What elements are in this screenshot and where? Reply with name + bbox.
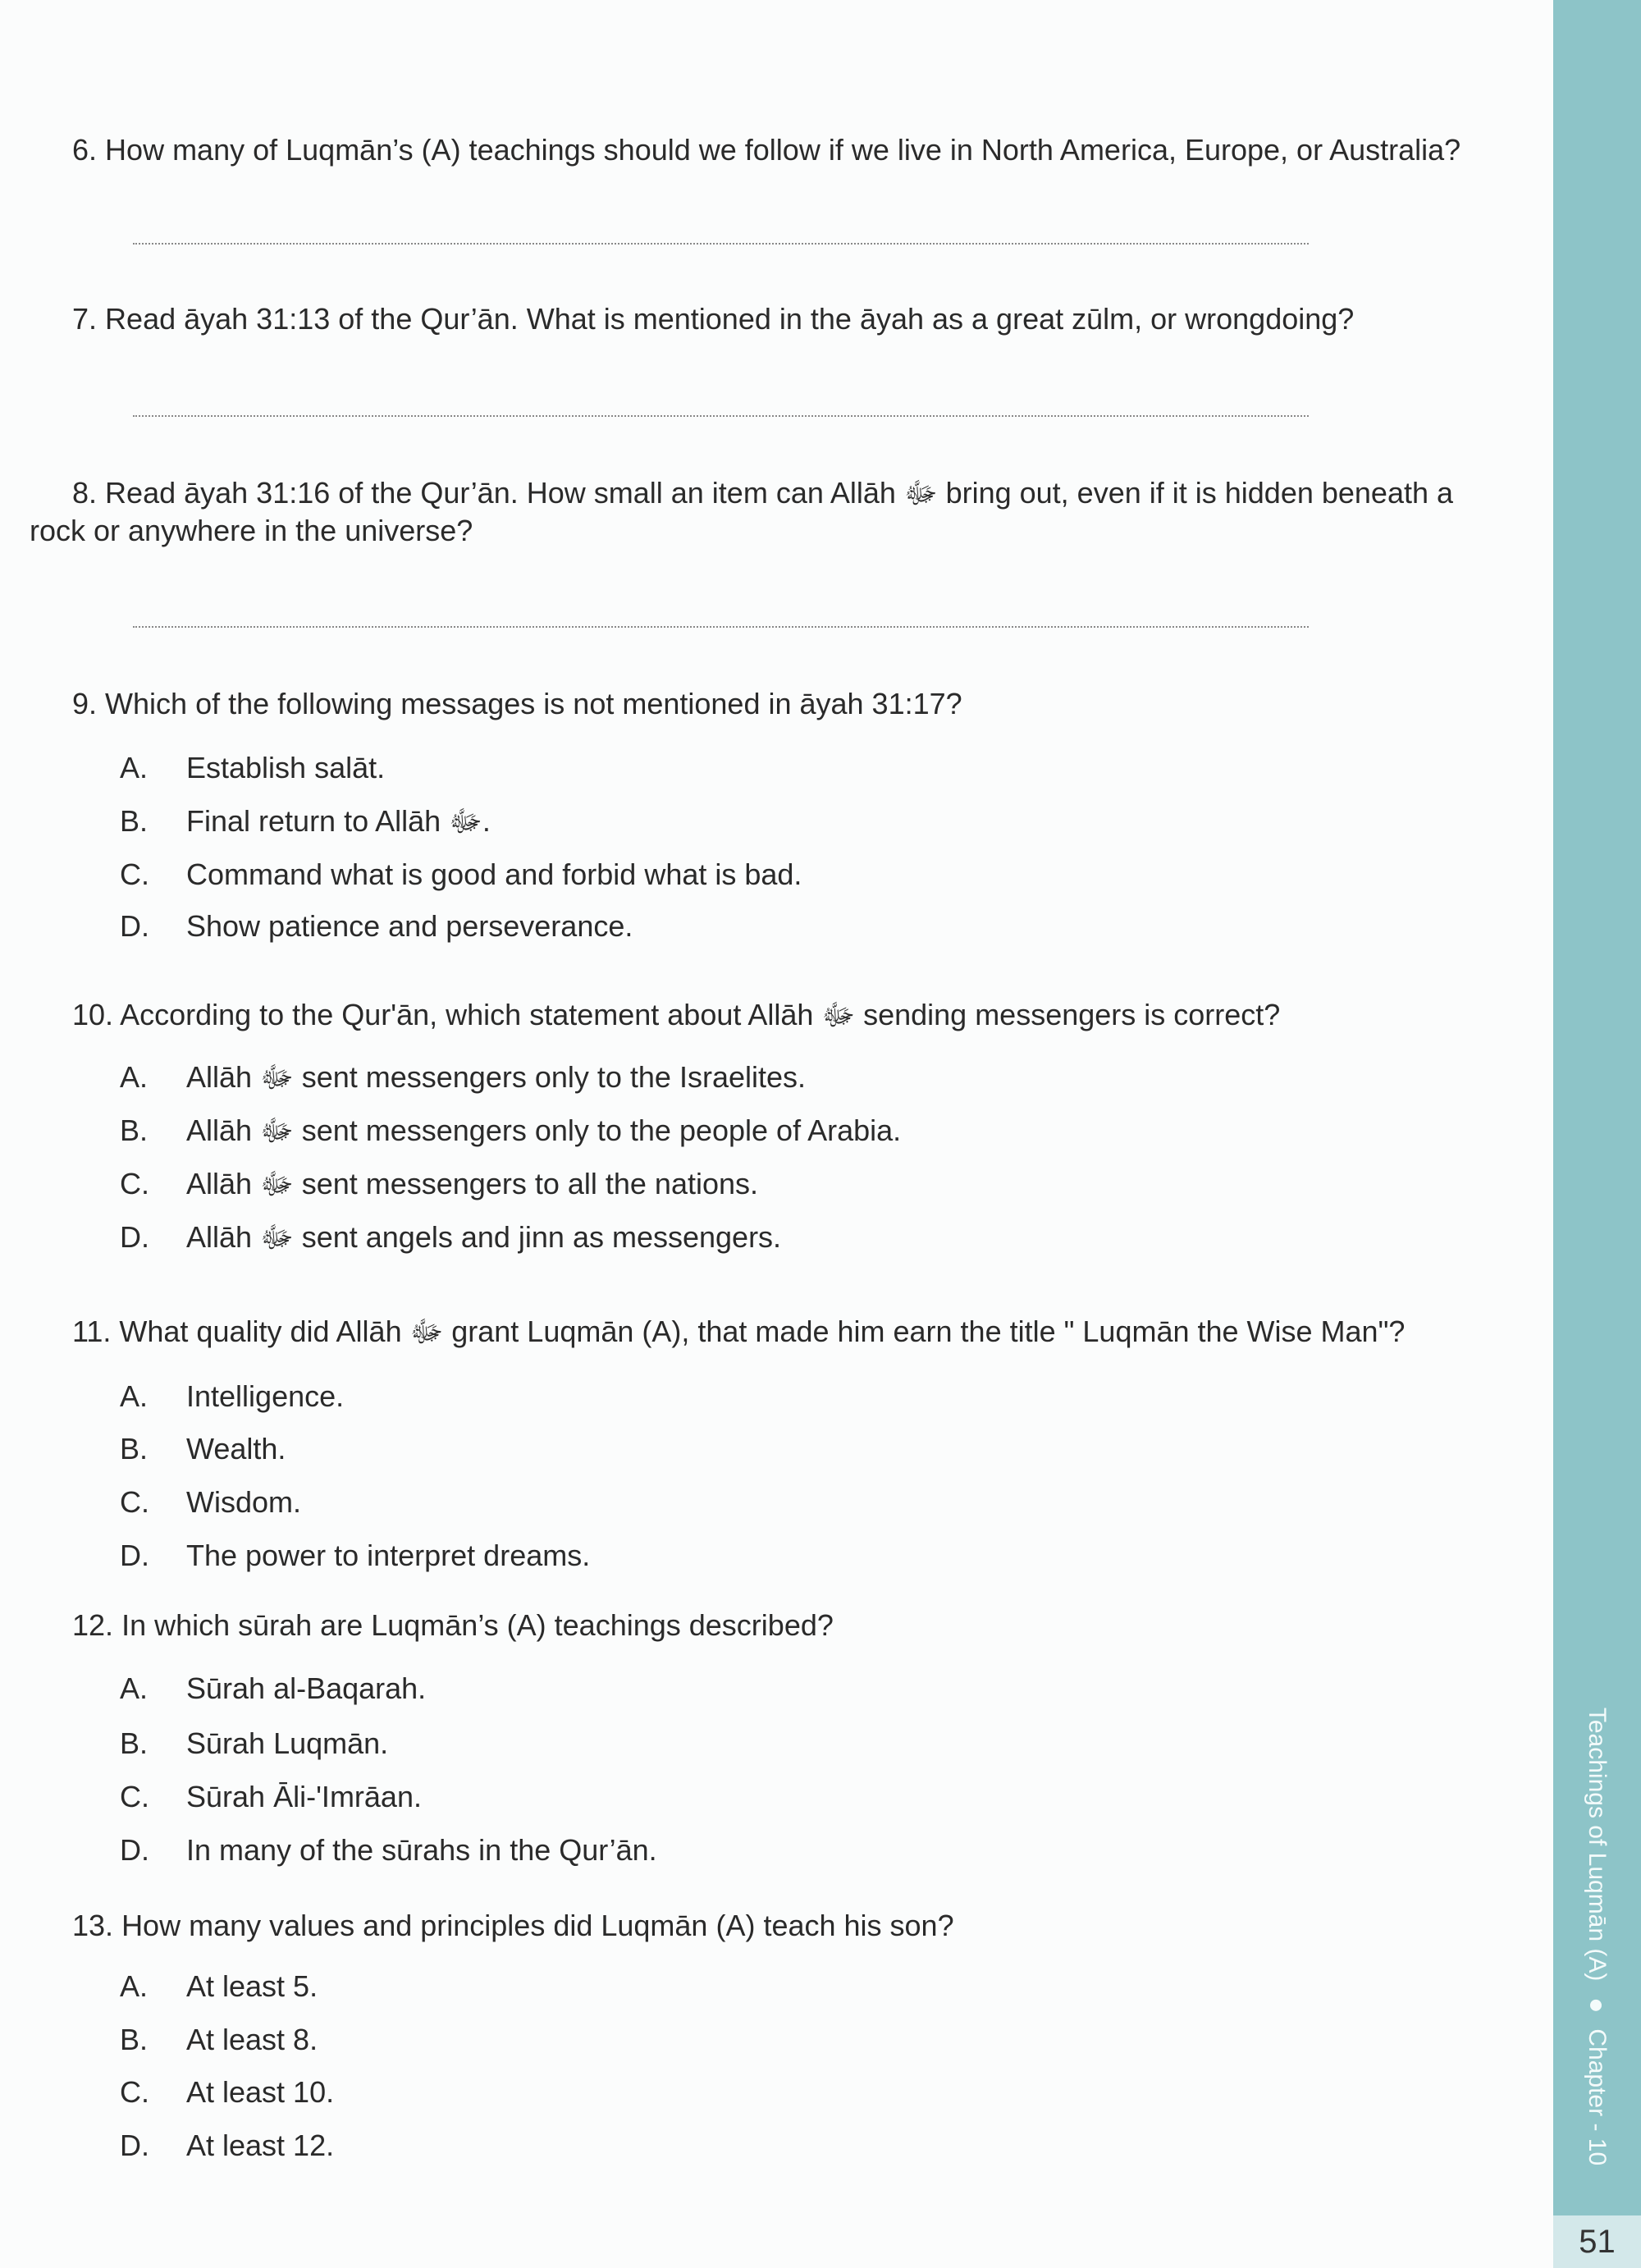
question-text: Which of the following messages is not mentioned in āyah 31:17? — [105, 687, 962, 720]
option-text: Sūrah al-Baqarah. — [186, 1671, 427, 1705]
question-8-continued: rock or anywhere in the universe? — [30, 514, 473, 547]
question-7 — [72, 301, 1533, 337]
option-text: The power to interpret dreams. — [186, 1539, 591, 1572]
answer-option[interactable] — [120, 1779, 422, 1815]
option-letter: D. — [120, 1833, 149, 1867]
answer-line[interactable] — [133, 243, 1309, 245]
answer-option[interactable] — [120, 908, 633, 944]
option-text: Sūrah Luqmān. — [186, 1726, 389, 1760]
answer-option[interactable] — [120, 1219, 781, 1255]
question-number: 13. — [72, 1909, 114, 1942]
option-letter: B. — [120, 1432, 149, 1466]
option-text: Command what is good and forbid what is bad. — [186, 857, 802, 891]
question-text: In which sūrah are Luqmān’s (A) teachings described? — [121, 1608, 834, 1642]
question-9 — [72, 686, 1533, 722]
question-text: Read āyah 31:13 of the Qur’ān. What is mentioned in the āyah as a great zūlm, or wrongdoing? — [105, 302, 1355, 336]
page-number: 51 — [1553, 2215, 1641, 2268]
option-text: Wisdom. — [186, 1485, 302, 1519]
option-text: At least 12. — [186, 2129, 335, 2162]
question-10 — [72, 997, 1533, 1033]
option-letter: D. — [120, 909, 149, 943]
answer-option[interactable] — [120, 1431, 286, 1467]
question-text: According to the Qur'ān, which statement about Allāh ﷻ sending messengers is correct? — [120, 998, 1281, 1031]
option-letter: C. — [120, 1485, 149, 1519]
option-letter: C. — [120, 1167, 149, 1200]
question-8 — [72, 475, 1533, 511]
option-letter: B. — [120, 1113, 149, 1147]
answer-option[interactable] — [120, 1968, 318, 2005]
answer-option[interactable] — [120, 803, 491, 839]
option-text: Allāh ﷻ sent angels and jinn as messengers. — [186, 1220, 782, 1254]
question-text: Read āyah 31:16 of the Qur’ān. How small an item can Allāh ﷻ bring out, even if it is hidden beneath a — [105, 476, 1454, 510]
answer-option[interactable] — [120, 1832, 657, 1868]
option-letter: C. — [120, 2075, 149, 2109]
question-number: 12. — [72, 1608, 114, 1642]
option-text: In many of the sūrahs in the Qur’ān. — [186, 1833, 657, 1867]
answer-option[interactable] — [120, 1671, 426, 1707]
question-13 — [72, 1908, 1533, 1944]
option-text: Final return to Allāh ﷻ. — [186, 804, 491, 838]
option-letter: D. — [120, 2129, 149, 2162]
answer-option[interactable] — [120, 1379, 344, 1415]
option-text: Show patience and perseverance. — [186, 909, 633, 943]
question-number: 11. — [72, 1315, 112, 1348]
question-number: 8. — [72, 476, 98, 510]
option-text: Intelligence. — [186, 1379, 345, 1413]
option-letter: C. — [120, 857, 149, 891]
answer-line[interactable] — [133, 415, 1309, 417]
option-letter: A. — [120, 1060, 149, 1094]
question-6 — [72, 132, 1533, 168]
question-number: 10. — [72, 998, 114, 1031]
answer-option[interactable] — [120, 2074, 334, 2110]
answer-option[interactable] — [120, 1484, 301, 1520]
question-12 — [72, 1607, 1533, 1644]
option-text: Wealth. — [186, 1432, 286, 1466]
question-text: How many of Luqmān’s (A) teachings should we follow if we live in North America, Europe, or Australia? — [105, 133, 1461, 167]
option-text: Allāh ﷻ sent messengers only to the Israelites. — [186, 1060, 807, 1094]
option-letter: A. — [120, 751, 149, 784]
option-text: Establish salāt. — [186, 751, 386, 784]
answer-line[interactable] — [133, 626, 1309, 628]
chapter-label — [1583, 1708, 1611, 2165]
answer-option[interactable] — [120, 1726, 388, 1762]
option-letter: A. — [120, 1379, 149, 1413]
option-letter: C. — [120, 1780, 149, 1813]
answer-option[interactable] — [120, 1113, 901, 1149]
option-letter: D. — [120, 1539, 149, 1572]
option-letter: D. — [120, 1220, 149, 1254]
question-text: What quality did Allāh ﷻ grant Luqmān (A), that made him earn the title " Luqmān the Wise Man"? — [119, 1315, 1406, 1348]
answer-option[interactable] — [120, 1059, 806, 1095]
option-letter: B. — [120, 2023, 149, 2056]
question-11 — [72, 1314, 1533, 1350]
question-text: How many values and principles did Luqmān (A) teach his son? — [121, 1909, 954, 1942]
chapter-title: Teachings of Luqmān (A) — [1584, 1707, 1611, 1982]
answer-option[interactable] — [120, 2128, 334, 2164]
answer-option[interactable] — [120, 857, 802, 893]
question-number: 6. — [72, 133, 98, 167]
option-text: Allāh ﷻ sent messengers only to the people of Arabia. — [186, 1113, 902, 1147]
answer-option[interactable] — [120, 1538, 590, 1574]
option-text: At least 5. — [186, 1969, 318, 2003]
chapter-number: Chapter - 10 — [1584, 2028, 1611, 2166]
answer-option[interactable] — [120, 2022, 318, 2058]
option-text: Allāh ﷻ sent messengers to all the nations. — [186, 1167, 759, 1200]
option-text: At least 8. — [186, 2023, 318, 2056]
option-letter: B. — [120, 804, 149, 838]
option-letter: A. — [120, 1671, 149, 1705]
bullet-icon — [1590, 1999, 1602, 2010]
answer-option[interactable] — [120, 750, 385, 786]
question-number: 9. — [72, 687, 98, 720]
option-text: Sūrah Āli-'Imrāan. — [186, 1780, 422, 1813]
option-text: At least 10. — [186, 2075, 335, 2109]
question-number: 7. — [72, 302, 98, 336]
option-letter: B. — [120, 1726, 149, 1760]
answer-option[interactable] — [120, 1166, 758, 1202]
option-letter: A. — [120, 1969, 149, 2003]
